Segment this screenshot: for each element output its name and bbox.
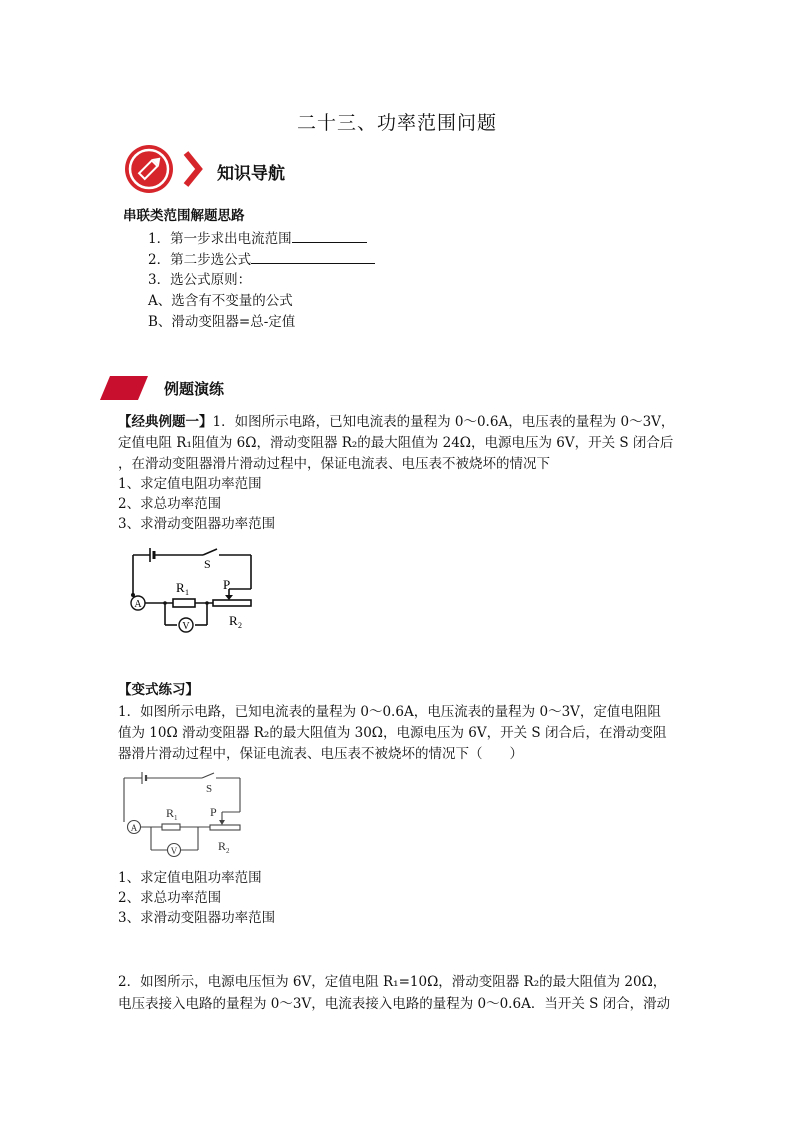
r2-subscript: 2 — [238, 621, 242, 630]
example1-line: 【经典例题一】1．如图所示电路，已知电流表的量程为 0～0.6A，电压表的量程为 0～3V， — [118, 414, 675, 430]
example1-line: ，在滑动变阻器滑片滑动过程中，保证电流表、电压表不被烧坏的情况下 — [118, 456, 550, 472]
examples-header — [100, 375, 300, 403]
variant-line: 器滑片滑动过程中，保证电流表、电压表不被烧坏的情况下（ ） — [118, 746, 523, 762]
problem2-line: 2．如图所示，电源电压恒为 6V，定值电阻 R₁=10Ω，滑动变阻器 R₂的最大阻值为 20Ω， — [118, 974, 667, 990]
slider-label: P — [210, 805, 217, 819]
example1-question: 3、求滑动变阻器功率范围 — [118, 516, 276, 532]
nav-header-label: 知识导航 — [217, 164, 285, 184]
rheostat-r2-body — [213, 600, 251, 606]
variant-line: 1．如图所示电路，已知电流表的量程为 0～0.6A，电压流表的量程为 0～3V，定值电阻阻 — [118, 704, 661, 720]
variant-question: 3、求滑动变阻器功率范围 — [118, 910, 276, 926]
rheostat-r2-body — [210, 825, 240, 830]
r1-label: R — [176, 580, 185, 595]
r1-subscript: 1 — [174, 814, 178, 822]
r1-label: R — [166, 806, 175, 820]
variant-question: 2、求总功率范围 — [118, 890, 222, 906]
r1-subscript: 1 — [185, 588, 189, 597]
switch-label: S — [204, 557, 211, 571]
examples-header-label: 例题演练 — [164, 380, 225, 398]
method-step: A、选含有不变量的公式 — [148, 293, 293, 309]
r2-subscript: 2 — [226, 847, 230, 855]
voltmeter-label: V — [170, 846, 178, 856]
example1-question: 1、求定值电阻功率范围 — [118, 476, 262, 492]
variant-line: 值为 10Ω 滑动变阻器 R₂的最大阻值为 30Ω，电源电压为 6V，开关 S 闭合后，在滑动变阻 — [118, 725, 667, 741]
method-step: 2．第二步选公式 — [148, 249, 375, 270]
method-step: 1．第一步求出电流范围 — [148, 228, 367, 249]
nav-header — [123, 143, 323, 195]
voltmeter-label: V — [182, 621, 190, 632]
switch-blade — [203, 549, 217, 555]
parallelogram-icon — [100, 376, 148, 400]
method-heading: 串联类范围解题思路 — [123, 208, 245, 224]
circuit-diagram — [118, 770, 253, 860]
resistor-r1-body — [173, 599, 195, 607]
switch-blade — [202, 773, 214, 778]
example1-line: 定值电阻 R₁阻值为 6Ω，滑动变阻器 R₂的最大阻值为 24Ω，电源电压为 6V，开关 S 闭合后 — [118, 435, 674, 451]
page-title: 二十三、功率范围问题 — [296, 112, 497, 134]
resistor-r1-body — [162, 824, 180, 830]
switch-label: S — [206, 783, 213, 795]
r2-label: R — [218, 839, 227, 853]
problem2-line: 电压表接入电路的量程为 0～3V，电流表接入电路的量程为 0～0.6A．当开关 S 闭合，滑动 — [118, 996, 671, 1012]
r2-label: R — [229, 613, 238, 628]
circuit-diagram — [125, 543, 265, 638]
ammeter-label: A — [134, 599, 142, 610]
slider-label: P — [223, 577, 231, 592]
method-step: B、滑动变阻器=总-定值 — [148, 314, 296, 330]
pencil-circle-icon — [123, 143, 175, 195]
variant-question: 1、求定值电阻功率范围 — [118, 870, 262, 886]
example1-question: 2、求总功率范围 — [118, 496, 222, 512]
variant-heading: 【变式练习】 — [118, 682, 199, 698]
chevron-right-icon — [181, 149, 205, 189]
method-step: 3．选公式原则： — [148, 272, 252, 288]
ammeter-label: A — [130, 823, 138, 833]
